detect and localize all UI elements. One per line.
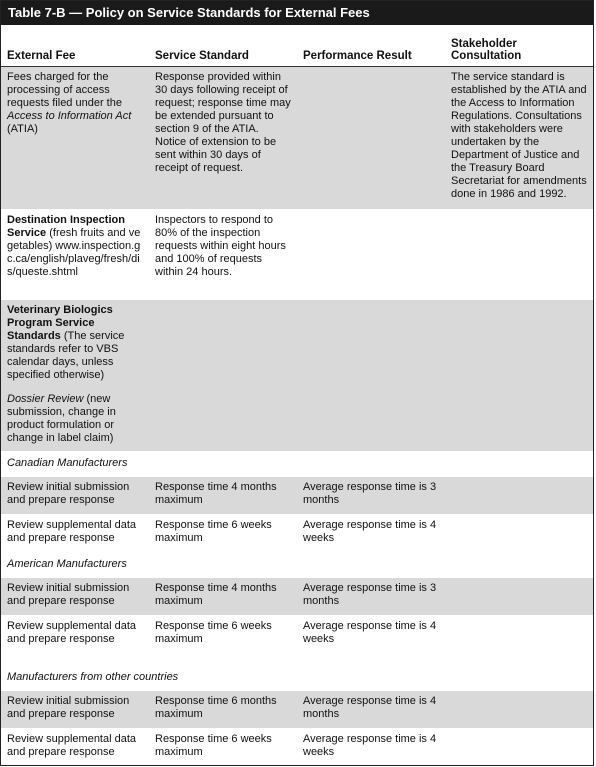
consultation-cell [445,477,593,514]
vbs-fee-cell [1,300,149,451]
table-row [1,515,593,553]
table-header-row [1,29,593,67]
vbs-standard-cell [149,300,297,451]
fee-cell: Review initial submission and prepare response [7,582,130,607]
standard-cell: Response time 4 months maximum [155,481,277,506]
vbs-consultation-cell [445,300,593,451]
table-row-vbs [1,300,593,452]
destination-fee-title: Destination Inspection Service [7,214,125,239]
header-performance-result: Performance Result [303,50,412,62]
consultation-cell [445,691,593,728]
consultation-cell [445,515,593,552]
standard-cell: Response time 6 months maximum [155,695,277,720]
consultation-cell [445,729,593,764]
destination-result-cell [297,210,445,299]
group-label-american: American Manufacturers [7,558,127,570]
result-cell: Average response time is 3 months [303,582,437,607]
standard-cell: Response time 6 weeks maximum [155,620,272,645]
header-service-standard: Service Standard [155,50,249,62]
fee-cell: Review initial submission and prepare response [7,481,130,506]
atia-fee-cell [1,67,149,209]
vbs-fee-title: Veterinary Biologics Program Service Standards [7,304,113,342]
fee-cell: Review supplemental data and prepare response [7,620,137,645]
result-cell: Average response time is 3 months [303,481,437,506]
fee-cell: Review supplemental data and prepare response [7,733,137,758]
atia-result-cell [297,67,445,209]
standard-cell: Response time 4 months maximum [155,582,277,607]
standard-cell: Response time 6 weeks maximum [155,733,272,758]
destination-fee-cell [1,210,149,299]
vbs-fee-detail: (The service standards refer to VBS calendar days, unless specified otherwise) [7,330,125,381]
result-cell: Average response time is 4 weeks [303,519,437,544]
table-row-destination [1,210,593,300]
vbs-result-cell [297,300,445,451]
result-cell: Average response time is 4 months [303,695,437,720]
table-row [1,578,593,616]
atia-fee-abbrev: (ATIA) [7,123,38,135]
fee-cell: Review initial submission and prepare response [7,695,130,720]
standard-cell: Response time 6 weeks maximum [155,519,272,544]
table-row [1,477,593,515]
atia-consultation-cell: The service standard is established by the ATIA and the Access to Information Regulations. Consultations with stakeholders were undertaken by the Department of Justice and the Treasury Board Secretariat for amendments done in 1986 and 1992. [451,71,587,200]
atia-act-name: Access to Information Act [7,110,132,122]
table-row [1,729,593,765]
table-row [1,616,593,666]
atia-standard-cell: Response provided within 30 days following receipt of request; response time may be extended pursuant to section 9 of the ATIA. Notice of extension to be sent within 30 days of receipt of request. [155,71,291,174]
destination-standard-cell: Inspectors to respond to 80% of the inspection requests within eight hours and 100% of requests within 24 hours. [155,214,286,278]
vbs-dossier-title: Dossier Review [7,393,84,405]
consultation-cell [445,616,593,665]
group-label-other-countries: Manufacturers from other countries [7,671,179,683]
result-cell: Average response time is 4 weeks [303,733,437,758]
header-external-fee: External Fee [7,50,76,62]
fee-cell: Review supplemental data and prepare response [7,519,137,544]
header-stakeholder-consultation: Stakeholder Consultation [451,38,522,62]
destination-fee-detail: (fresh fruits and vegetables) www.inspection.gc.ca/english/plaveg/fresh/dis/queste.shtml [7,227,141,278]
table-title: Table 7-B — Policy on Service Standards for External Fees [1,1,593,25]
consultation-cell [445,578,593,615]
atia-fee-text: Fees charged for the processing of access requests filed under the [7,71,122,109]
result-cell: Average response time is 4 weeks [303,620,437,645]
destination-consultation-cell [445,210,593,299]
table-row-atia [1,67,593,210]
vbs-dossier-detail: (new submission, change in product formulation or change in label claim) [7,393,116,444]
table-row [1,691,593,729]
group-label-canadian: Canadian Manufacturers [7,457,128,469]
